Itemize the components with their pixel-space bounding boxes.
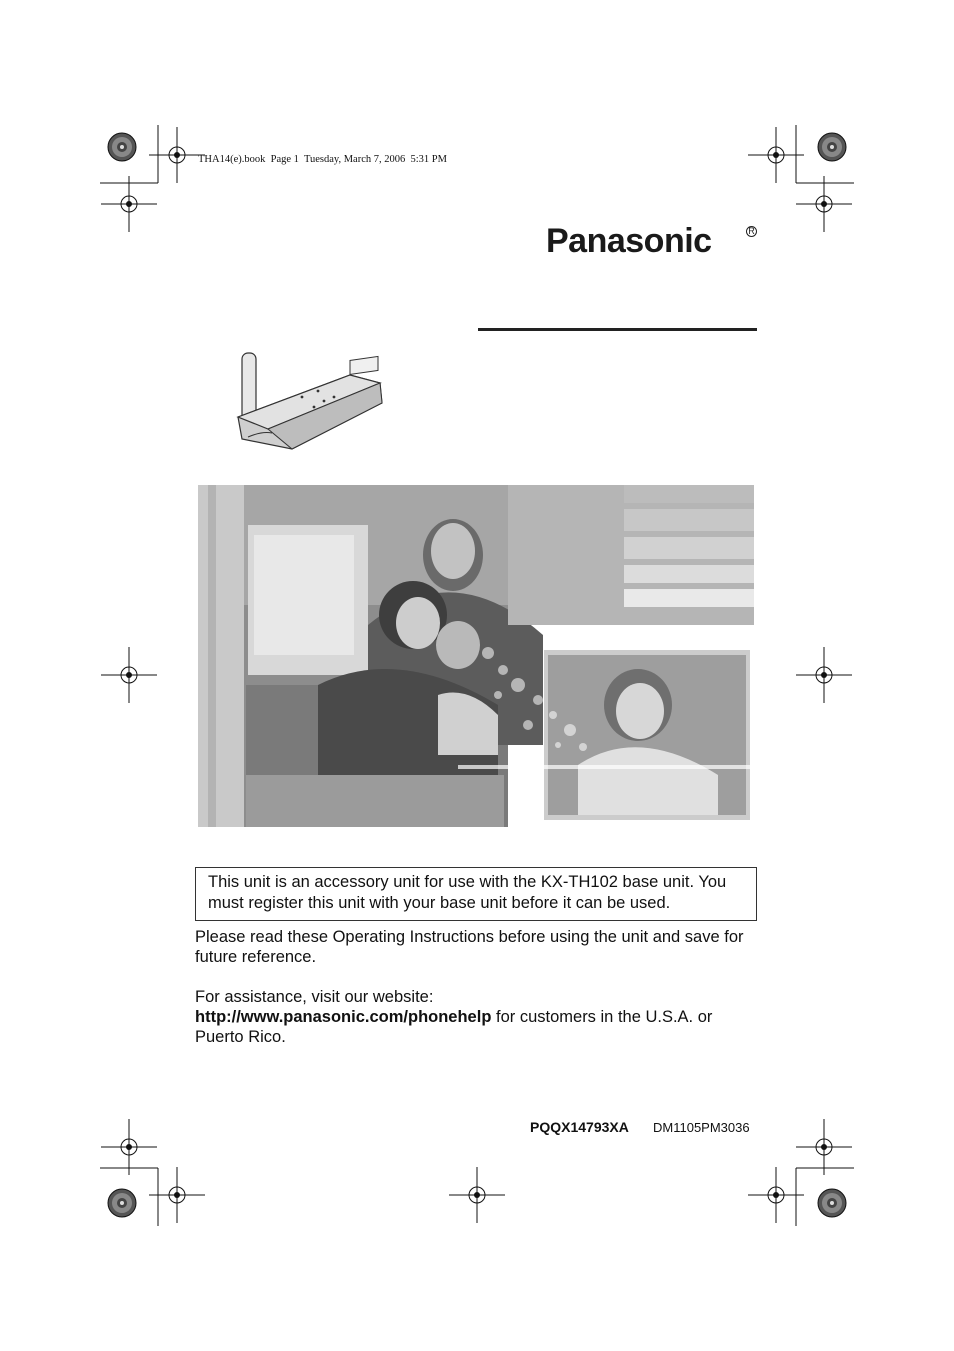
title-rule <box>478 328 757 331</box>
batch-code: DM1105PM3036 <box>653 1120 750 1135</box>
assistance-line <box>195 1007 761 1047</box>
assistance-intro: For assistance, visit our website: <box>195 988 434 1006</box>
registered-mark: R <box>746 226 757 237</box>
support-url-link[interactable]: http://www.panasonic.com/phonehelp <box>195 1008 492 1026</box>
instructions-text: Please read these Operating Instructions before using the unit and save for future reference. <box>195 928 744 966</box>
family-photo <box>198 485 754 827</box>
assistance-block <box>195 987 761 1047</box>
print-header: THA14(e).book Page 1 Tuesday, March 7, 2006 5:31 PM <box>198 154 447 165</box>
usb-wireless-adapter-icon <box>232 345 392 455</box>
assistance-suffix: for customers in the U.S.A. or Puerto Rico. <box>195 1008 713 1046</box>
model-code: PQQX14793XA <box>530 1119 629 1135</box>
panasonic-logo: Panasonic <box>546 222 712 260</box>
notice-box: This unit is an accessory unit for use with the KX-TH102 base unit. You must register this unit with your base unit before it can be used. <box>195 867 757 921</box>
